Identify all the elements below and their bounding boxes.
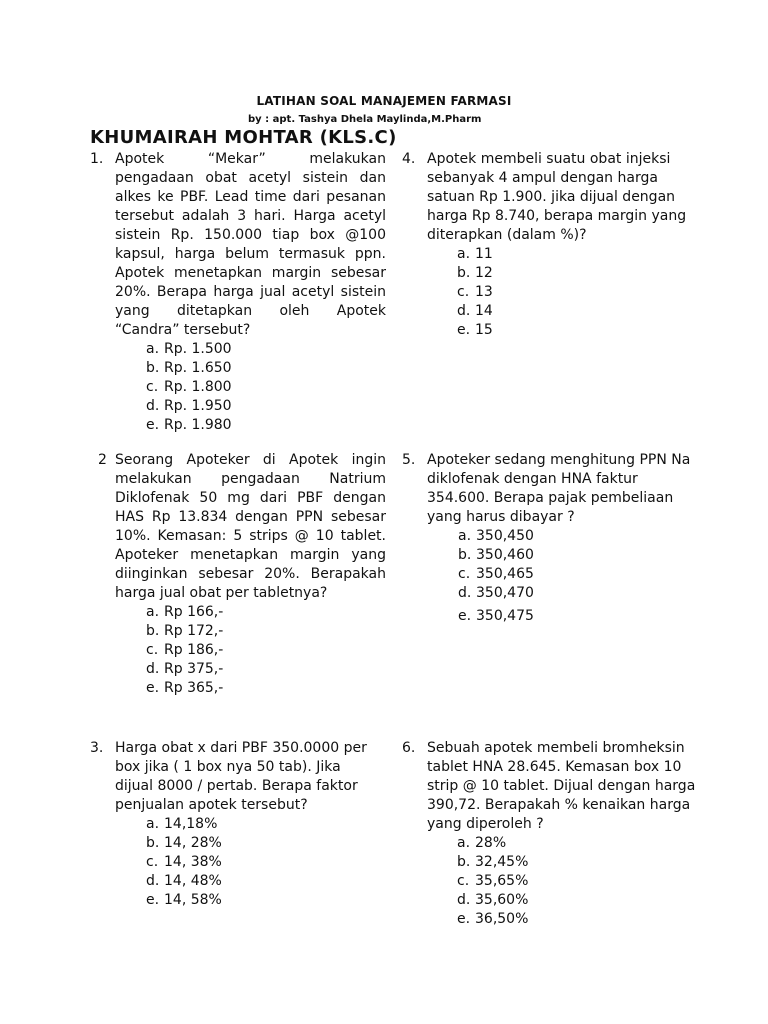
option-text: 350,450 [476, 528, 534, 544]
option-a [146, 340, 386, 359]
option-b [146, 359, 386, 378]
option-letter: d. [146, 873, 160, 889]
option-letter: c. [146, 379, 159, 395]
option-text: Rp. 1.950 [164, 398, 232, 414]
option-text: 14, 38% [164, 854, 222, 870]
option-text: 14, 48% [164, 873, 222, 889]
option-a [458, 527, 692, 546]
option-text: Rp. 1.500 [164, 341, 232, 357]
option-text: 28% [475, 835, 507, 851]
option-text: 13 [475, 284, 493, 300]
option-c [146, 853, 380, 872]
option-letter: d. [457, 303, 471, 319]
option-letter: c. [457, 873, 470, 889]
option-letter: b. [146, 360, 160, 376]
option-b [458, 546, 692, 565]
option-d [146, 397, 386, 416]
option-text: 350,475 [476, 608, 534, 624]
option-a [146, 603, 386, 622]
document-title: LATIHAN SOAL MANAJEMEN FARMASI [256, 94, 512, 108]
question-number: 5. [402, 452, 416, 468]
option-c [146, 641, 386, 660]
option-e [146, 416, 386, 435]
option-c [457, 872, 702, 891]
option-letter: d. [146, 398, 160, 414]
question-6 [402, 739, 702, 929]
option-a [457, 834, 702, 853]
option-c [146, 378, 386, 397]
option-letter: b. [457, 265, 471, 281]
option-text: 32,45% [475, 854, 529, 870]
option-letter: e. [458, 608, 472, 624]
option-letter: d. [458, 585, 472, 601]
option-c [458, 565, 692, 584]
option-letter: d. [457, 892, 471, 908]
option-text: 350,470 [476, 585, 534, 601]
option-letter: e. [146, 892, 160, 908]
question-text: Apotek “Mekar” melakukan pengadaan obat acetyl sistein dan alkes ke PBF. Lead time dari pesanan tersebut adalah 3 hari. Harga acetyl sistein Rp. 150.000 tiap box @100 kapsul, harga belum termasuk ppn. Apotek menetapkan margin sebesar 20%. Berapa harga jual acetyl sistein yang ditetapkan oleh Apotek “Candra” tersebut? [115, 151, 386, 338]
author-line: by : apt. Tashya Dhela Maylinda,M.Pharm [248, 114, 482, 125]
option-d [146, 872, 380, 891]
option-letter: d. [146, 661, 160, 677]
question-5 [402, 451, 692, 626]
option-d [458, 584, 692, 603]
option-text: 15 [475, 322, 493, 338]
option-letter: e. [146, 417, 160, 433]
option-text: Rp 365,- [164, 680, 224, 696]
option-list [402, 527, 692, 626]
option-a [146, 815, 380, 834]
question-4 [402, 150, 702, 340]
option-d [457, 302, 702, 321]
question-1 [90, 150, 386, 435]
option-text: 35,65% [475, 873, 529, 889]
option-text: 14 [475, 303, 493, 319]
option-list [402, 834, 702, 929]
option-letter: b. [146, 835, 160, 851]
option-text: 36,50% [475, 911, 529, 927]
option-letter: b. [457, 854, 471, 870]
question-text: Sebuah apotek membeli bromheksin tablet HNA 28.645. Kemasan box 10 strip @ 10 tablet. Dijual dengan harga 390,72. Berapakah % kenaikan harga yang diperoleh ? [427, 740, 696, 832]
option-b [146, 834, 380, 853]
option-c [457, 283, 702, 302]
option-text: Rp 186,- [164, 642, 224, 658]
option-text: 350,460 [476, 547, 534, 563]
option-letter: a. [457, 246, 471, 262]
question-number: 1. [90, 151, 104, 167]
option-e [457, 910, 702, 929]
option-b [457, 853, 702, 872]
option-letter: c. [457, 284, 470, 300]
option-list [402, 245, 702, 340]
option-text: 14, 58% [164, 892, 222, 908]
question-3 [90, 739, 380, 910]
option-e [457, 321, 702, 340]
option-e [458, 607, 692, 626]
option-letter: e. [457, 911, 471, 927]
option-letter: e. [146, 680, 160, 696]
option-text: 11 [475, 246, 493, 262]
option-letter: a. [146, 341, 160, 357]
option-text: 350,465 [476, 566, 534, 582]
question-number: 4. [402, 151, 416, 167]
option-text: Rp. 1.650 [164, 360, 232, 376]
question-number: 2 [98, 452, 107, 468]
option-b [457, 264, 702, 283]
option-letter: e. [457, 322, 471, 338]
option-text: 35,60% [475, 892, 529, 908]
option-b [146, 622, 386, 641]
option-text: Rp 166,- [164, 604, 224, 620]
option-text: Rp 172,- [164, 623, 224, 639]
option-list [90, 603, 386, 698]
student-name: KHUMAIRAH MOHTAR (KLS.C) [90, 127, 397, 148]
option-letter: c. [146, 854, 159, 870]
option-letter: a. [146, 604, 160, 620]
option-text: 12 [475, 265, 493, 281]
option-list [90, 340, 386, 435]
option-letter: b. [458, 547, 472, 563]
question-text: Harga obat x dari PBF 350.0000 per box jika ( 1 box nya 50 tab). Jika dijual 8000 / pertab. Berapa faktor penjualan apotek tersebut? [115, 740, 367, 813]
option-letter: a. [458, 528, 472, 544]
question-text: Apoteker sedang menghitung PPN Na diklofenak dengan HNA faktur 354.600. Berapa pajak pembeliaan yang harus dibayar ? [427, 452, 691, 525]
question-number: 3. [90, 740, 104, 756]
option-text: Rp 375,- [164, 661, 224, 677]
option-letter: a. [457, 835, 471, 851]
question-2 [90, 451, 386, 698]
question-text: Seorang Apoteker di Apotek ingin melakukan pengadaan Natrium Diklofenak 50 mg dari PBF dengan HAS Rp 13.834 dengan PPN sebesar 10%. Kemasan: 5 strips @ 10 tablet. Apoteker menetapkan margin yang diinginkan sebesar 20%. Berapakah harga jual obat per tabletnya? [115, 452, 386, 601]
option-a [457, 245, 702, 264]
option-e [146, 679, 386, 698]
option-letter: b. [146, 623, 160, 639]
option-text: Rp. 1.980 [164, 417, 232, 433]
option-letter: c. [458, 566, 471, 582]
option-letter: a. [146, 816, 160, 832]
option-text: 14,18% [164, 816, 218, 832]
question-text: Apotek membeli suatu obat injeksi sebanyak 4 ampul dengan harga satuan Rp 1.900. jika dijual dengan harga Rp 8.740, berapa margin yang diterapkan (dalam %)? [427, 151, 687, 243]
question-number: 6. [402, 740, 416, 756]
option-e [146, 891, 380, 910]
option-d [146, 660, 386, 679]
option-list [90, 815, 380, 910]
option-text: Rp. 1.800 [164, 379, 232, 395]
option-d [457, 891, 702, 910]
option-text: 14, 28% [164, 835, 222, 851]
option-letter: c. [146, 642, 159, 658]
